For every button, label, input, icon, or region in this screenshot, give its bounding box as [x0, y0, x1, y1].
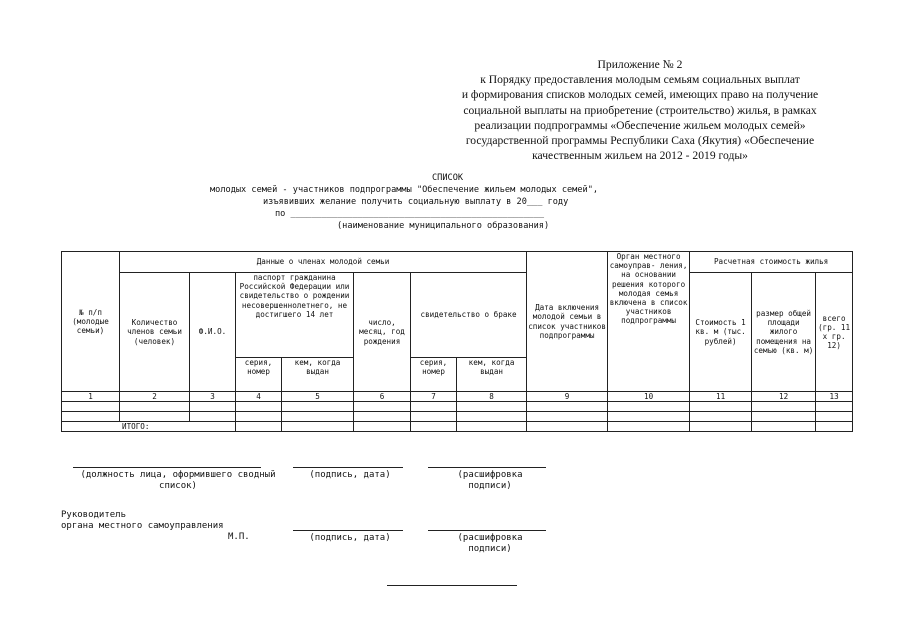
stamp-mark: М.П. — [228, 532, 250, 542]
column-numbers-row — [62, 392, 853, 402]
header-family-group: Данные о членах молодой семьи — [120, 252, 527, 273]
header-count: Количество членов семьи (человек) — [120, 273, 190, 392]
header-passport-group: паспорт гражданина Российской Федерации или свидетельство о рождении несовершеннолетнего, не достигшего 14 лет — [236, 273, 354, 358]
position-caption: (должность лица, оформившего сводный список) — [80, 470, 276, 491]
list-subtitle: изъявивших желание получить социальную выплату в 20___ году — [263, 197, 569, 207]
position-signature-line — [73, 467, 261, 468]
header-marriage-issued: кем, когда выдан — [457, 358, 527, 392]
column-number: 11 — [690, 392, 752, 402]
column-number: 2 — [120, 392, 190, 402]
header-organ: Орган местного самоуправ- ления, на основании решения которого молодая семья включена в список участников подпрограммы — [608, 252, 690, 392]
column-number: 4 — [236, 392, 282, 402]
total-label: ИТОГО: — [62, 422, 236, 432]
column-number: 5 — [282, 392, 354, 402]
appendix-line: государственной программы Республики Саха (Якутия) «Обеспечение — [465, 134, 815, 148]
decode-line — [428, 467, 546, 468]
appendix-line: и формирования списков молодых семей, имеющих право на получение — [461, 88, 819, 102]
column-number: 6 — [354, 392, 411, 402]
header-marriage-series: серия, номер — [411, 358, 457, 392]
header-cost-group: Расчетная стоимость жилья — [690, 252, 853, 273]
header-marriage-group: свидетельство о браке — [411, 273, 527, 358]
sign-caption: (подпись, дата) — [309, 470, 391, 480]
column-number: 13 — [816, 392, 853, 402]
header-total: всего (гр. 11 x гр. 12) — [816, 273, 853, 392]
column-number: 8 — [457, 392, 527, 402]
header-birth: число, месяц, год рождения — [354, 273, 411, 392]
column-number: 7 — [411, 392, 457, 402]
head-organ: органа местного самоуправления — [61, 521, 224, 531]
municipality-caption: (наименование муниципального образования) — [337, 221, 550, 231]
header-area: размер общей площади жилого помещения на семью (кв. м) — [752, 273, 816, 392]
column-number: 9 — [527, 392, 608, 402]
table-row — [62, 412, 853, 422]
appendix-line: качественным жильем на 2012 - 2019 годы» — [532, 149, 748, 163]
table-row — [62, 402, 853, 412]
header-sqm-cost: Стоимость 1 кв. м (тыс. рублей) — [690, 273, 752, 392]
sign-line — [293, 467, 403, 468]
footer-rule — [387, 585, 517, 586]
header-fio: Ф.И.О. — [190, 273, 236, 392]
head-title: Руководитель — [61, 510, 127, 520]
appendix-line: к Порядку предоставления молодым семьям социальных выплат — [480, 73, 800, 87]
list-title-block — [0, 0, 905, 240]
column-number: 10 — [608, 392, 690, 402]
list-title: СПИСОК — [432, 173, 464, 183]
appendix-line: Приложение № 2 — [597, 58, 683, 71]
head-decode-line — [428, 530, 546, 531]
families-table — [61, 251, 853, 432]
total-row — [62, 422, 853, 432]
column-number: 12 — [752, 392, 816, 402]
header-passport-series: серия, номер — [236, 358, 282, 392]
head-sign-line — [293, 530, 403, 531]
decode-caption: (расшифровка подписи) — [457, 470, 523, 491]
head-sign-caption: (подпись, дата) — [309, 533, 391, 543]
column-number: 1 — [62, 392, 120, 402]
appendix-line: социальной выплаты на приобретение (строительство) жилья, в рамках — [463, 103, 817, 117]
header-np: № п/п (молодые семьи) — [62, 252, 120, 392]
header-passport-issued: кем, когда выдан — [282, 358, 354, 392]
header-date: Дата включения молодой семьи в список участников подпрограммы — [527, 252, 608, 392]
municipality-field: по _________________________________________________ — [275, 209, 545, 219]
appendix-line: реализации подпрограммы «Обеспечение жильем молодых семей» — [474, 118, 806, 132]
column-number: 3 — [190, 392, 236, 402]
head-decode-caption: (расшифровка подписи) — [457, 533, 523, 554]
list-subtitle: молодых семей - участников подпрограммы "Обеспечение жильем молодых семей", — [210, 185, 599, 195]
